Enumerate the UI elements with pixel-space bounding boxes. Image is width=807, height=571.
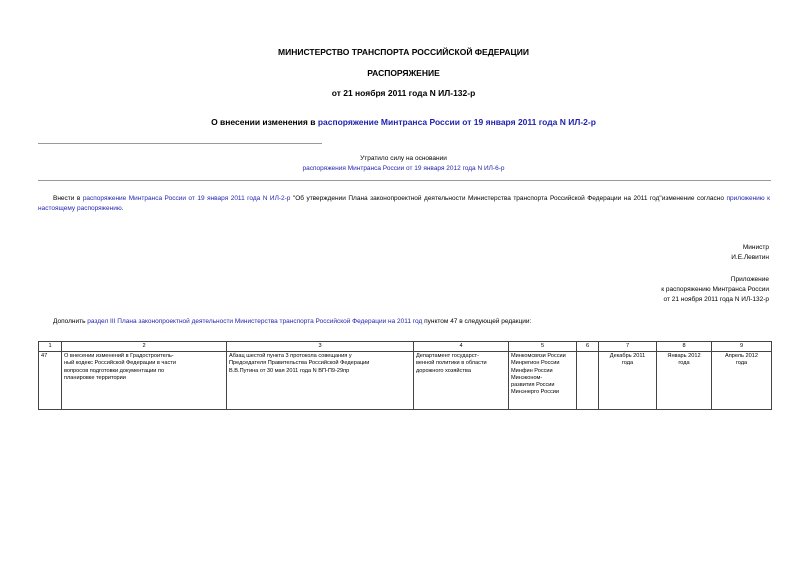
table-header-cell: 9 [712,342,772,352]
cell-empty [577,352,599,410]
table-row [39,352,772,410]
table-header-cell: 6 [577,342,599,352]
table-header-cell: 7 [599,342,657,352]
main-paragraph [38,194,770,214]
table-header-cell: 5 [509,342,577,352]
plan-table [38,341,772,410]
amend-text-b: пунктом 47 в следующей редакции: [422,318,532,325]
document-date-number: от 21 ноября 2011 года N ИЛ-132-р [331,88,476,98]
cell-bill-title: О внесении изменений в Градостроитель- ный кодекс Российской Федерации в части вопросов подготовки документации по планировке территории [62,352,227,410]
cell-basis: Абзац шестой пункта 3 протокола совещания у Председателя Правительства Российской Федерации В.В.Путина от 30 мая 2011 года N ВП-П9-29пр [227,352,414,410]
cell-responsible: Департамент государст- венной политики в области дорожного хозяйства [414,352,509,410]
table-header-cell: 4 [414,342,509,352]
divider-long [38,180,771,181]
cell-deadline-3: Апрель 2012 года [712,352,772,410]
signature-position: Министр [742,244,769,251]
document-title [0,117,807,127]
p1-text-b: "Об утверждении Плана законопроектной деятельности Министерства транспорта Российской Федерации на 2011 год"изменение согласно [290,195,727,202]
p1-text-c: . [121,205,124,212]
ministry-heading: МИНИСТЕРСТВО ТРАНСПОРТА РОССИЙСКОЙ ФЕДЕРАЦИИ [278,47,529,57]
appendix-label: Приложение [730,276,769,283]
title-link[interactable]: распоряжение Минтранса России от 19 января 2011 года N ИЛ-2-р [317,117,596,127]
table-header-row [39,342,772,352]
table-header-cell: 2 [62,342,227,352]
title-prefix: О внесении изменения в [211,117,318,127]
appendix-ref: к распоряжению Минтранса России [661,286,769,293]
amendment-line [53,318,531,325]
table-header-cell: 1 [39,342,62,352]
signature-name: И.Е.Левитин [731,254,769,261]
p1-link-order[interactable]: распоряжение Минтранса России от 19 января 2011 года N ИЛ-2-р [82,195,291,202]
cell-deadline-1: Декабрь 2011 года [599,352,657,410]
p1-link-appendix[interactable]: приложению к настоящему распоряжению [38,195,770,212]
amend-link-section[interactable]: раздел III Плана законопроектной деятельности Министерства транспорта Российской Федерации на 2011 год [87,318,423,325]
p1-text-a: Внести в [53,195,83,202]
divider-short [38,143,322,144]
table-header-cell: 8 [657,342,712,352]
amend-text-a: Дополнить [53,318,88,325]
validity-note: Утратило силу на основании [360,155,447,162]
document-type: РАСПОРЯЖЕНИЕ [367,68,440,78]
cell-deadline-2: Январь 2012 года [657,352,712,410]
cell-number: 47 [39,352,62,410]
table-header-cell: 3 [227,342,414,352]
appendix-date: от 21 ноября 2011 года N ИЛ-132-р [663,296,769,303]
cell-coexecutors: Минкомсвязи России Минрегион России Минфин России Минэконом- развития России Минэнерго России [509,352,577,410]
validity-link[interactable]: распоряжения Минтранса России от 19 января 2012 года N ИЛ-6-р [302,165,505,172]
